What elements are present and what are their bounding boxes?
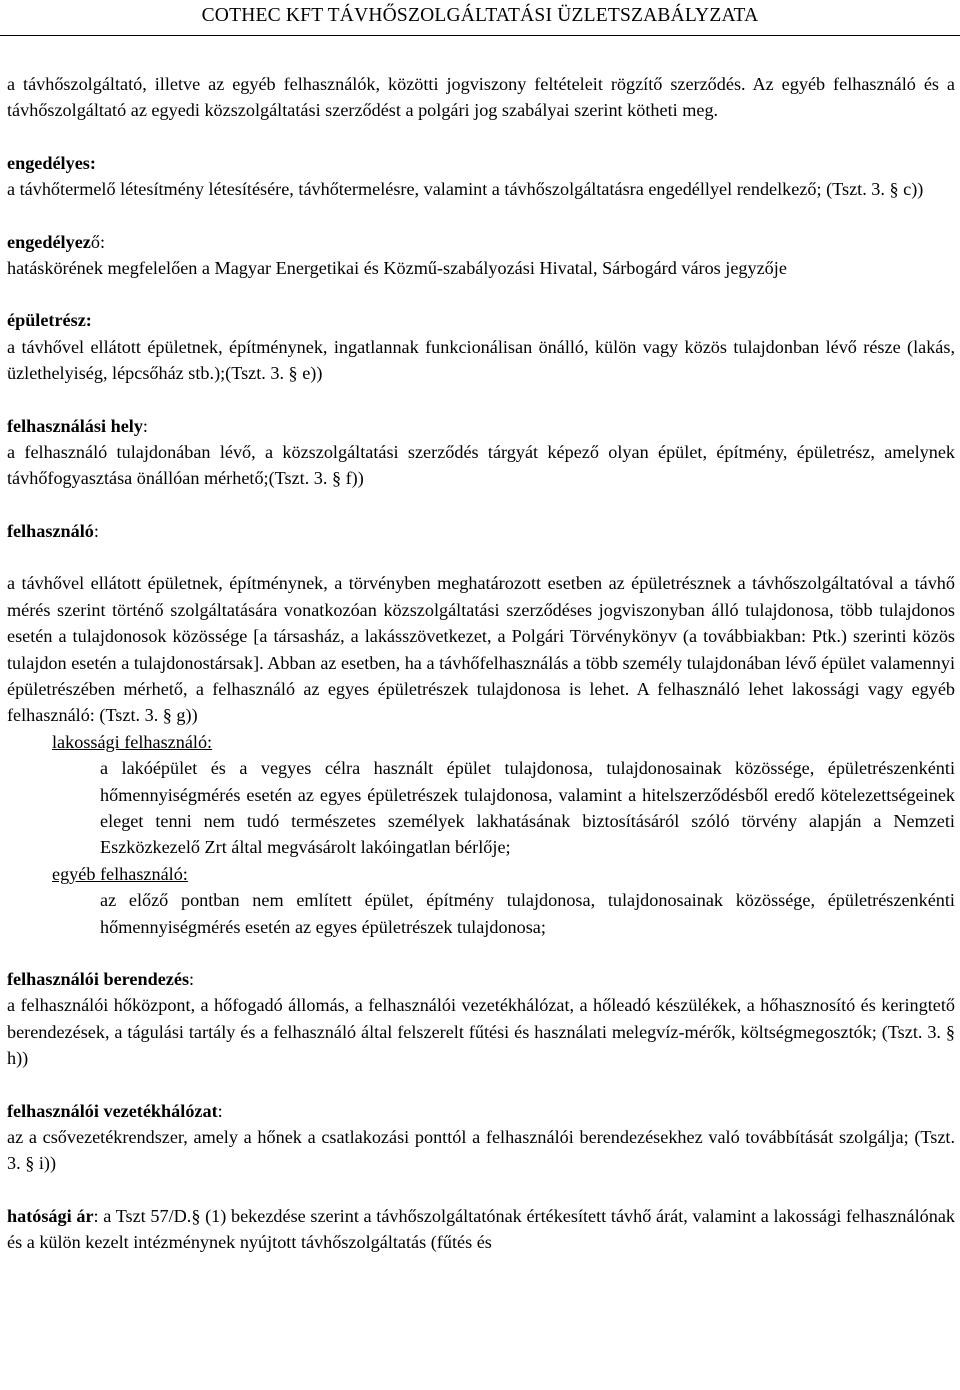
term-suffix: : (217, 1100, 223, 1121)
definition-felhasznalo (7, 518, 955, 940)
term-hatosagi-ar: hatósági ár (7, 1205, 94, 1226)
term-felhasznalasi-hely: felhasználási hely (7, 415, 143, 436)
definition-text: a távhővel ellátott épületnek, építménynek, ingatlannak funkcionálisan önálló, külön vagy közös tulajdonban lévő része (lakás, üzlethelyiség, lépcsőház stb.);(Tszt. 3. § e)) (7, 336, 955, 384)
document-title: COTHEC KFT TÁVHŐSZOLGÁLTATÁSI ÜZLETSZABÁLYZATA (201, 5, 759, 26)
page-header (0, 0, 960, 32)
term-felhasznalo: felhasználó (7, 520, 94, 541)
term-suffix: : (189, 968, 195, 989)
definition-text: a távhőtermelő létesítmény létesítésére, távhőtermelésre, valamint a távhőszolgáltatásra engedéllyel rendelkező; (Tszt. 3. § c)) (7, 179, 924, 200)
definition-engedelyes (7, 150, 955, 203)
term-suffix: : (142, 415, 148, 436)
definition-felhasznalasi-hely (7, 413, 955, 492)
definition-epuletresz (7, 307, 955, 386)
header-divider (0, 35, 960, 36)
definition-felhasznaloi-berendezes (7, 966, 955, 1072)
definition-text: : a Tszt 57/D.§ (1) bekezdése szerint a távhőszolgáltatónak értékesített távhő árát, valamint a lakossági felhasználónak és a külön kezelt intézménynek nyújtott távhőszolgáltatás (fűtés és (7, 1205, 955, 1253)
definition-text: a felhasználó tulajdonában lévő, a közszolgáltatási szerződés tárgyát képező olyan épület, építmény, épületrész, amelynek távhőfogyasztása önállóan mérhető;(Tszt. 3. § f)) (7, 442, 955, 489)
definition-text: az a csővezetékrendszer, amely a hőnek a csatlakozási ponttól a felhasználói berendezésekhez való továbbítását szolgálja; (Tszt. 3. § i)) (7, 1127, 955, 1174)
intro-paragraph: a távhőszolgáltató, illetve az egyéb felhasználók, közötti jogviszony feltételeit rögzítő szerződés. Az egyéb felhasználó és a távhőszolgáltató az egyedi közszolgáltatási szerződést a polgári jog szabályai szerint kötheti meg. (7, 74, 955, 121)
definition-engedelyezo (7, 229, 955, 282)
term-engedelyes: engedélyes: (7, 152, 96, 173)
document-body (7, 71, 955, 1256)
term-suffix: : (93, 520, 99, 541)
sub-definition-lakossagi: a lakóépület és a vegyes célra használt épület tulajdonosa, tulajdonosainak közössége, épületrészenkénti hőmennyiségmérés esetén az egyes épületrészek tulajdonosa, valamint a hitelszerződésből eredő kötelezettségeinek eleget tenni nem tudó természetes személyek lakhatásának biztosításáról szóló törvény alapján a Nemzeti Eszközkezelő Zrt által megvásárolt lakóingatlan bérlője; (100, 758, 955, 858)
term-engedelyezo: engedélyez (7, 231, 91, 252)
term-suffix: ő: (90, 231, 105, 252)
sub-term-egyeb: egyéb felhasználó: (52, 863, 188, 884)
sub-definition-egyeb: az előző pontban nem említett épület, építmény tulajdonosa, tulajdonosainak közössége, épületrészenkénti hőmennyiségmérés esetén az egyes épületrészek tulajdonosa; (100, 890, 955, 937)
term-felhasznaloi-vezetekhalozat: felhasználói vezetékhálózat (7, 1100, 218, 1121)
definition-text: hatáskörének megfelelően a Magyar Energetikai és Közmű-szabályozási Hivatal, Sárbogárd város jegyzője (7, 258, 787, 279)
sub-term-lakossagi: lakossági felhasználó: (52, 731, 213, 752)
definition-text: a távhővel ellátott épületnek, építménynek, a törvényben meghatározott esetben az épületrésznek a távhőszolgáltatóval a távhő mérés szerint történő szolgáltatására vonatkozóan közszolgáltatási szerződéses jogviszonyban álló tulajdonosa, több tulajdonos esetén a tulajdonosok közössége [a társasház, a lakásszövetkezet, a Polgári Törvénykönyv (a továbbiakban: Ptk.) szerinti közös tulajdon esetén a tulajdonostársak]. Abban az esetben, ha a távhőfelhasználás a több személy tulajdonában lévő épület valamennyi épületrészében mérhető, a felhasználó az egyes épületrészek tulajdonosa is lehet. A felhasználó lehet lakossági vagy egyéb felhasználó: (Tszt. 3. § g)) (7, 573, 955, 726)
term-felhasznaloi-berendezes: felhasználói berendezés (7, 968, 190, 989)
term-epuletresz: épületrész: (7, 310, 92, 331)
definition-text: a felhasználói hőközpont, a hőfogadó állomás, a felhasználói vezetékhálózat, a hőleadó készülékek, a hőhasznosító és keringtető berendezések, a tágulási tartály és a felhasználó által felszerelt fűtési és használati melegvíz-mérők, költségmegosztók; (Tszt. 3. § h)) (7, 995, 955, 1069)
definition-felhasznaloi-vezetekhalozat (7, 1098, 955, 1177)
definition-hatosagi-ar (7, 1203, 955, 1256)
